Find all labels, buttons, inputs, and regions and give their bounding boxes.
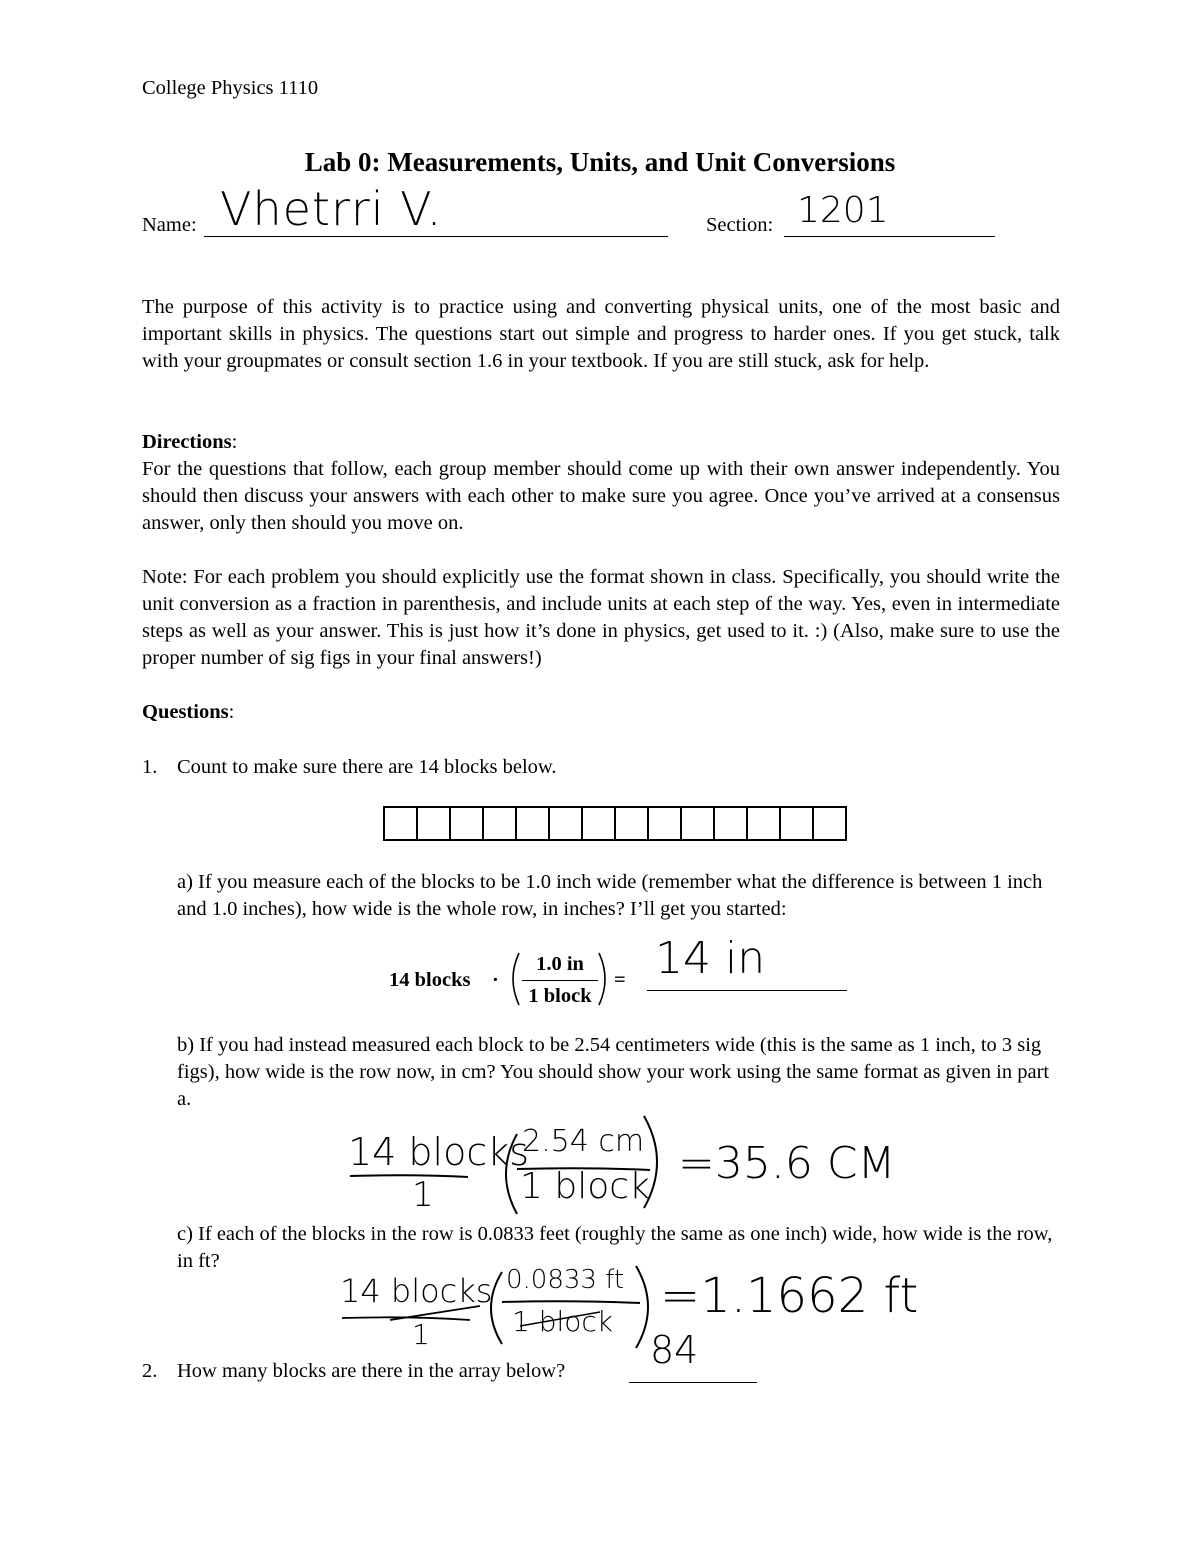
block-cell [748, 808, 781, 839]
q1b-hw-result: =35.6 CM [678, 1138, 896, 1189]
q1a-answer-handwritten: 14 in [655, 933, 766, 984]
directions-heading [142, 429, 237, 456]
q2-answer-line[interactable] [629, 1382, 757, 1383]
name-line[interactable] [204, 236, 668, 237]
q1c-text: c) If each of the blocks in the row is 0.0833 feet (roughly the same as one inch) wide, how wide is the row, in ft? [177, 1223, 1053, 1272]
questions-colon: : [228, 701, 235, 723]
q1c-hw-denominator: 1 block [512, 1305, 614, 1338]
name-handwritten: Vhetrri V. [220, 182, 443, 236]
block-cell [781, 808, 814, 839]
q1a-right-paren [597, 951, 611, 1007]
q1a-eq-equals: = [614, 969, 626, 991]
q1a-eq-left: 14 blocks [389, 969, 471, 991]
q1b-hw-left-top: 14 blocks [348, 1130, 530, 1174]
block-cell [484, 808, 517, 839]
directions-colon: : [231, 431, 238, 453]
q1c-hw-numerator: 0.0833 ft [506, 1265, 625, 1295]
q1a-fraction-bar [522, 980, 598, 981]
section-handwritten: 1201 [797, 190, 889, 231]
course-header: College Physics 1110 [142, 77, 319, 99]
block-cell [715, 808, 748, 839]
q2-number: 2. [142, 1360, 158, 1382]
block-cell [385, 808, 418, 839]
directions-paragraph: For the questions that follow, each group member should come up with their own answer independently. You should then discuss your answers with each other to make sure you agree. Once you’ve arrived at a consensus answer, only then should you move on. [142, 458, 1060, 534]
note-paragraph: Note: For each problem you should explicitly use the format shown in class. Specifically, you should write the unit conversion as a fraction in parenthesis, and include units at each step of the way. Yes, even in intermediate steps as well as your answer. This is just how it’s done in physics, get used to it. :) (Also, make sure to use the proper number of sig figs in your final answers!) [142, 566, 1060, 669]
blocks-row [383, 806, 847, 841]
questions-heading [142, 699, 234, 726]
q1a-left-paren [507, 951, 521, 1007]
block-cell [682, 808, 715, 839]
block-cell [418, 808, 451, 839]
q1c-hw-result: =1.1662 ft [660, 1268, 919, 1324]
q1a-text: a) If you measure each of the blocks to be 1.0 inch wide (remember what the difference is between 1 inch and 1.0 inches), how wide is the whole row, in inches? I’ll get you started: [177, 871, 1043, 920]
block-cell [517, 808, 550, 839]
directions-heading-text: Directions [142, 431, 232, 453]
q1c-hw-left-bottom: 1 [412, 1318, 430, 1351]
q1b-hw-left-paren [495, 1130, 521, 1218]
q1c-hw-left-top: 14 blocks [340, 1272, 493, 1310]
q1a-answer-line[interactable] [647, 990, 847, 991]
block-cell [583, 808, 616, 839]
q1-text: Count to make sure there are 14 blocks below. [177, 756, 557, 778]
questions-heading-text: Questions [142, 701, 229, 723]
block-cell [550, 808, 583, 839]
page-title: Lab 0: Measurements, Units, and Unit Conversions [304, 147, 896, 177]
q1-number: 1. [142, 756, 158, 778]
q1b-hw-numerator: 2.54 cm [522, 1124, 645, 1159]
intro-paragraph: The purpose of this activity is to practice using and converting physical units, one of the most basic and important skills in physics. The questions start out simple and progress to harder ones. If you get stuck, talk with your groupmates or consult section 1.6 in your textbook. If you are still stuck, ask for help. [142, 296, 1060, 372]
q1b-hw-denominator: 1 block [520, 1166, 650, 1207]
block-cell [649, 808, 682, 839]
q1a-eq-denominator: 1 block [528, 985, 592, 1007]
q1b-hw-right-paren [640, 1112, 670, 1212]
q1b-hw-left-bottom: 1 [412, 1175, 434, 1215]
block-cell [616, 808, 649, 839]
q1b-text: b) If you had instead measured each block to be 2.54 centimeters wide (this is the same as 1 inch, to 3 sig figs), how wide is the row now, in cm? You should show your work using the same format as given in part a. [177, 1034, 1050, 1110]
q2-text: How many blocks are there in the array below? [177, 1360, 566, 1382]
name-label: Name: [142, 214, 197, 236]
block-cell [451, 808, 484, 839]
block-cell [814, 808, 845, 839]
q1a-eq-numerator: 1.0 in [536, 953, 584, 975]
q1c-hw-extra: 84 [650, 1328, 699, 1372]
section-label: Section: [706, 214, 774, 236]
section-line[interactable] [784, 236, 995, 237]
q1a-eq-dot: · [492, 969, 499, 991]
